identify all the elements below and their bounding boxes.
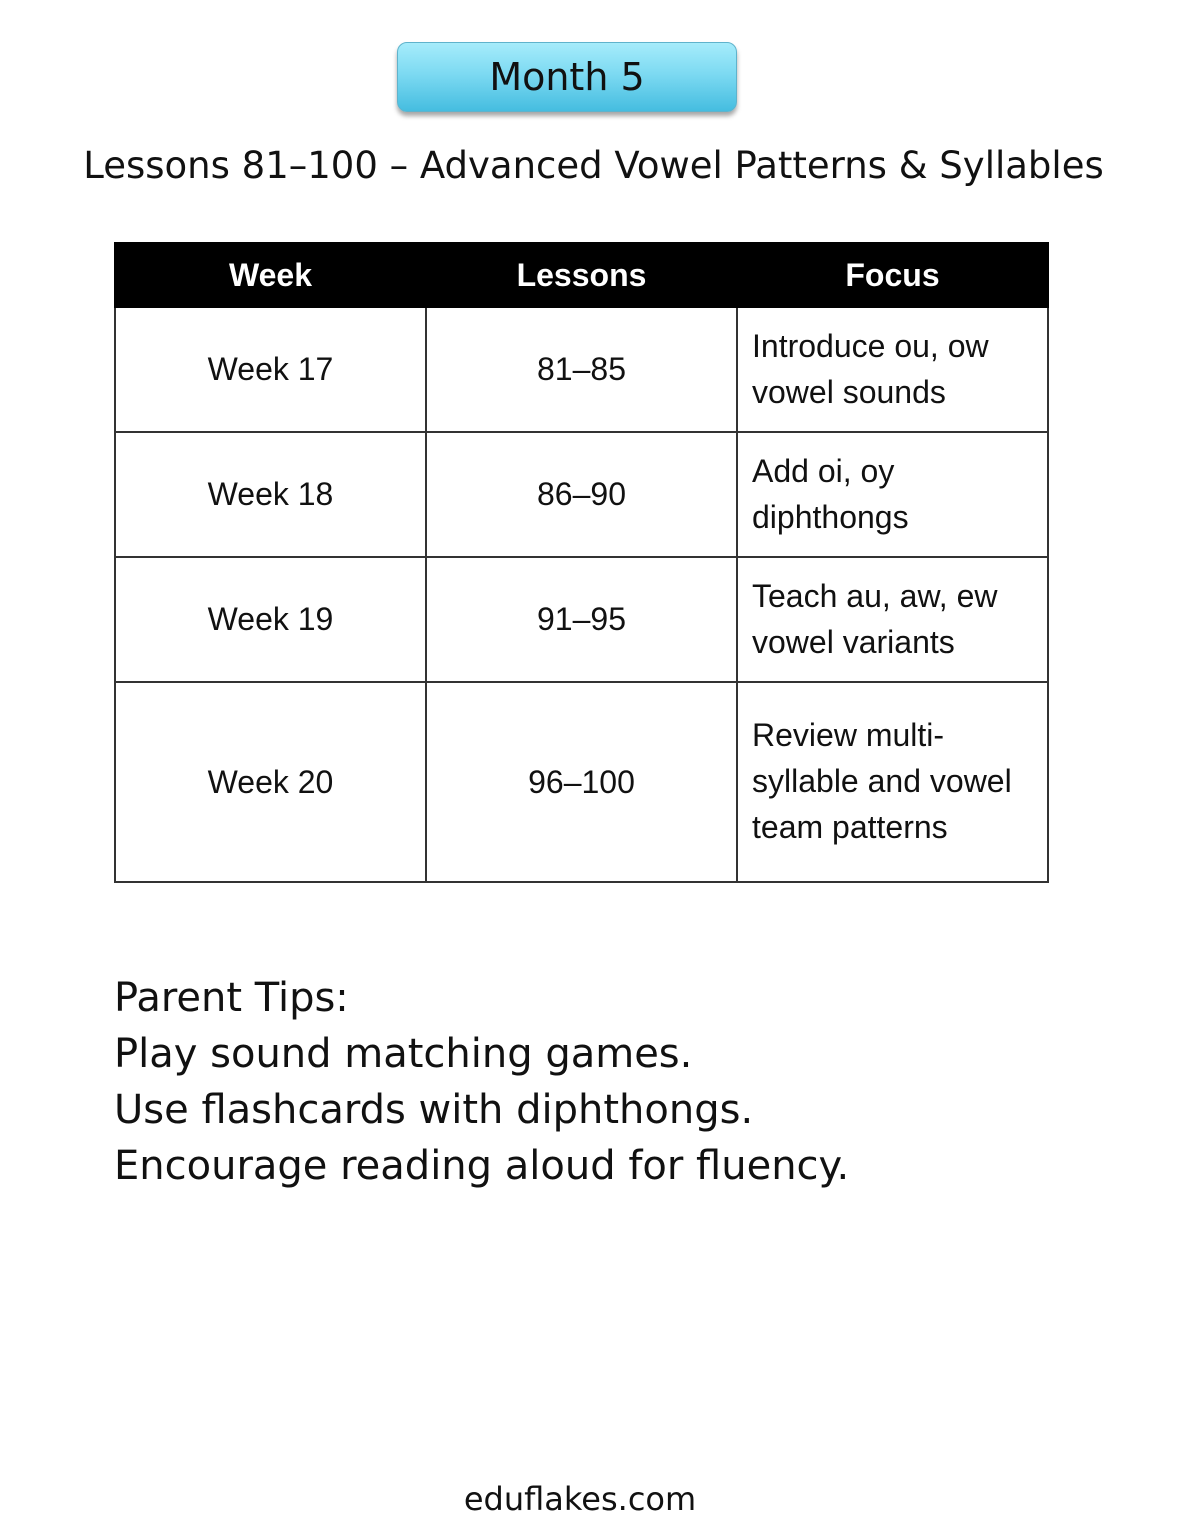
week-cell: Week 19	[115, 557, 426, 682]
page-subtitle: Lessons 81–100 – Advanced Vowel Patterns & Syllables	[83, 144, 1104, 187]
parent-tips-heading: Parent Tips:	[114, 975, 349, 1021]
table-row	[115, 307, 1048, 432]
lessons-cell: 81–85	[426, 307, 737, 432]
column-header-focus: Focus	[737, 243, 1048, 307]
column-header-lessons: Lessons	[426, 243, 737, 307]
month-label: Month 5	[489, 55, 645, 99]
table-header-row	[115, 243, 1048, 307]
column-header-week: Week	[115, 243, 426, 307]
week-cell: Week 17	[115, 307, 426, 432]
focus-cell: Add oi, oy diphthongs	[737, 432, 1048, 557]
week-cell: Week 20	[115, 682, 426, 882]
lessons-cell: 91–95	[426, 557, 737, 682]
footer-site: eduflakes.com	[463, 1480, 697, 1518]
parent-tips	[114, 970, 849, 1194]
tip-item: Use flashcards with diphthongs.	[114, 1087, 754, 1133]
lessons-cell: 86–90	[426, 432, 737, 557]
week-cell: Week 18	[115, 432, 426, 557]
focus-cell: Introduce ou, ow vowel sounds	[737, 307, 1048, 432]
table-row	[115, 557, 1048, 682]
focus-cell: Review multi-syllable and vowel team patterns	[737, 682, 1048, 882]
focus-cell: Teach au, aw, ew vowel variants	[737, 557, 1048, 682]
tip-item: Play sound matching games.	[114, 1031, 693, 1077]
lesson-plan-table	[114, 242, 1049, 883]
month-badge	[397, 42, 737, 112]
table-row	[115, 432, 1048, 557]
tip-item: Encourage reading aloud for fluency.	[114, 1143, 850, 1189]
lessons-cell: 96–100	[426, 682, 737, 882]
table-row	[115, 682, 1048, 882]
